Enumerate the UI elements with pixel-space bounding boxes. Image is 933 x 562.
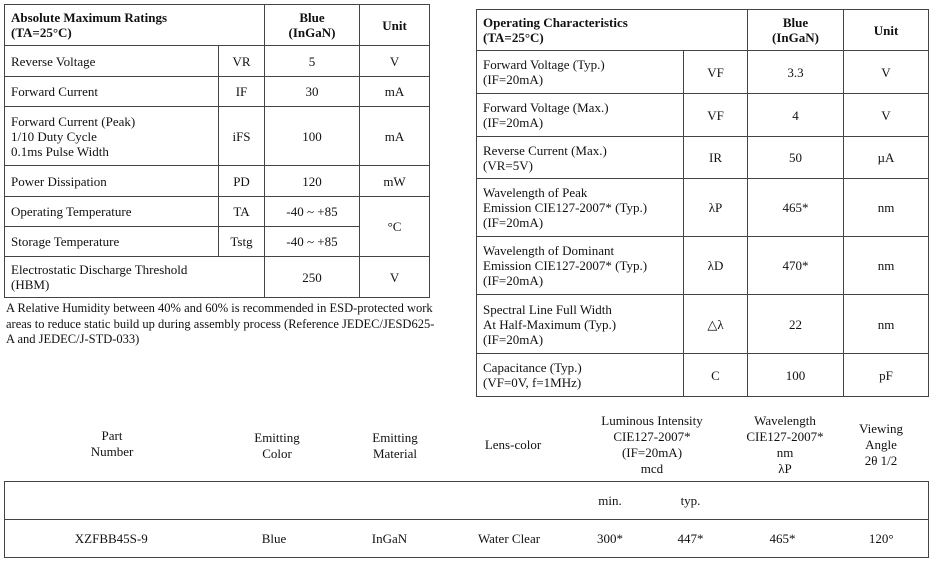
param-line: Wavelength of Dominant xyxy=(483,243,615,258)
symbol: PD xyxy=(219,166,265,197)
opc-condition: (TA=25°C) xyxy=(483,30,544,45)
table-row xyxy=(477,295,929,354)
param-line: Wavelength of Peak xyxy=(483,185,588,200)
table-row xyxy=(5,77,430,107)
param xyxy=(477,94,684,137)
param-line: Reverse Current (Max.) xyxy=(483,142,607,158)
unit: nm xyxy=(844,237,929,295)
table-row xyxy=(477,51,929,94)
header-line: Emitting xyxy=(254,430,300,445)
emitting-color-header xyxy=(237,430,317,462)
param-line: Emission CIE127-2007* (Typ.) xyxy=(483,258,648,273)
param-line: (IF=20mA) xyxy=(483,115,544,130)
value: 100 xyxy=(748,354,844,397)
symbol: Tstg xyxy=(219,227,265,257)
symbol: TA xyxy=(219,197,265,227)
opc-blue-header xyxy=(748,10,844,51)
param xyxy=(477,295,684,354)
symbol: VR xyxy=(219,46,265,77)
header-line: Material xyxy=(372,446,418,461)
wavelength-header xyxy=(735,413,835,477)
param-line: Emission CIE127-2007* (Typ.) xyxy=(483,200,648,215)
table-row xyxy=(5,257,430,298)
param-line: Spectral Line Full Width xyxy=(483,301,612,317)
param-line: Capacitance (Typ.) xyxy=(483,360,582,375)
viewing-angle-value: 120° xyxy=(835,520,929,558)
param-line: (HBM) xyxy=(11,277,50,292)
unit: V xyxy=(360,257,430,298)
symbol: IR xyxy=(684,137,748,179)
header-line: nm xyxy=(776,445,794,460)
value: 50 xyxy=(748,137,844,179)
header-line: mcd xyxy=(640,461,664,476)
value: -40 ~ +85 xyxy=(265,227,360,257)
table-row xyxy=(5,107,430,166)
opc-title-cell xyxy=(477,10,748,51)
value: 3.3 xyxy=(748,51,844,94)
header-line: Viewing xyxy=(859,421,903,436)
opc-unit-header: Unit xyxy=(844,10,929,51)
symbol: VF xyxy=(684,94,748,137)
amr-title-cell xyxy=(5,5,265,46)
param-line: (IF=20mA) xyxy=(483,273,544,288)
table-row xyxy=(477,137,929,179)
table-row xyxy=(477,237,929,295)
empty-cell xyxy=(5,482,218,520)
absolute-max-ratings-table xyxy=(4,4,430,298)
header-line: 2θ 1/2 xyxy=(864,453,898,468)
symbol: VF xyxy=(684,51,748,94)
table-row xyxy=(5,520,929,558)
value: 30 xyxy=(265,77,360,107)
value: 4 xyxy=(748,94,844,137)
part-ordering-table xyxy=(4,481,929,558)
header-line: (IF=20mA) xyxy=(621,445,683,460)
symbol: IF xyxy=(219,77,265,107)
table-row xyxy=(477,354,929,397)
table-row xyxy=(5,46,430,77)
header-line: Number xyxy=(90,444,134,459)
value: 120 xyxy=(265,166,360,197)
symbol: △λ xyxy=(684,295,748,354)
table-header-row xyxy=(477,10,929,51)
header-line: Color xyxy=(262,446,292,461)
param xyxy=(477,354,684,397)
table-row xyxy=(5,166,430,197)
unit: mW xyxy=(360,166,430,197)
lens-color: Water Clear xyxy=(449,520,570,558)
header-line: λP xyxy=(778,461,792,476)
unit: V xyxy=(844,94,929,137)
table-row xyxy=(477,94,929,137)
param-line: (IF=20mA) xyxy=(483,331,544,347)
operating-characteristics-table xyxy=(476,9,929,397)
header-line: CIE127-2007* xyxy=(613,429,691,444)
value: 5 xyxy=(265,46,360,77)
unit: mA xyxy=(360,77,430,107)
min-subheader: min. xyxy=(570,482,651,520)
opc-blue-header-l2: (InGaN) xyxy=(772,30,819,45)
emitting-color: Blue xyxy=(218,520,331,558)
param-line: 1/10 Duty Cycle xyxy=(11,128,97,144)
unit: V xyxy=(844,51,929,94)
unit: nm xyxy=(844,295,929,354)
opc-blue-header-l1: Blue xyxy=(782,15,809,30)
luminous-min: 300* xyxy=(570,520,651,558)
luminous-typ: 447* xyxy=(651,520,731,558)
amr-blue-header xyxy=(265,5,360,46)
table-header-row xyxy=(5,5,430,46)
value: 22 xyxy=(748,295,844,354)
part-number-header xyxy=(72,428,152,460)
value: -40 ~ +85 xyxy=(265,197,360,227)
param xyxy=(477,137,684,179)
header-line: Wavelength xyxy=(754,413,816,428)
table-row xyxy=(477,179,929,237)
value: 100 xyxy=(265,107,360,166)
typ-subheader: typ. xyxy=(651,482,731,520)
param: Reverse Voltage xyxy=(5,46,219,77)
sub-header-row xyxy=(5,482,929,520)
param-line: Forward Voltage (Typ.) xyxy=(483,57,605,72)
amr-title: Absolute Maximum Ratings xyxy=(11,10,168,25)
value: 465* xyxy=(748,179,844,237)
amr-blue-header-l1: Blue xyxy=(299,10,325,25)
empty-cell xyxy=(218,482,331,520)
esd-note: A Relative Humidity between 40% and 60% is recommended in ESD-protected work areas to reduce static build up during assembly process (Reference JEDEC/JESD625-A and JEDEC/J-STD-033) xyxy=(6,301,435,346)
param: Forward Current xyxy=(5,77,219,107)
amr-condition: (TA=25°C) xyxy=(11,25,72,40)
empty-cell xyxy=(731,482,835,520)
empty-cell xyxy=(331,482,449,520)
header-line: Part xyxy=(101,428,123,443)
param: Storage Temperature xyxy=(5,227,219,257)
param-line: (IF=20mA) xyxy=(483,215,544,230)
unit: °C xyxy=(360,197,430,257)
empty-cell xyxy=(835,482,929,520)
param xyxy=(477,179,684,237)
emitting-material-header xyxy=(350,430,440,462)
table-row xyxy=(5,197,430,227)
value: 250 xyxy=(265,257,360,298)
param xyxy=(477,51,684,94)
lens-color-header: Lens-color xyxy=(484,437,542,452)
param-line: Electrostatic Discharge Threshold xyxy=(11,262,188,277)
param xyxy=(5,107,219,166)
unit: mA xyxy=(360,107,430,166)
param xyxy=(5,257,265,298)
amr-unit-header: Unit xyxy=(360,5,430,46)
param-line: (IF=20mA) xyxy=(483,72,544,87)
unit: V xyxy=(360,46,430,77)
part-number: XZFBB45S-9 xyxy=(5,520,218,558)
param-line: (VF=0V, f=1MHz) xyxy=(483,375,582,390)
wavelength-value: 465* xyxy=(731,520,835,558)
header-line: CIE127-2007* xyxy=(746,429,824,444)
param xyxy=(477,237,684,295)
luminous-intensity-header xyxy=(582,413,722,477)
header-line: Emitting xyxy=(372,430,418,445)
param-line: 0.1ms Pulse Width xyxy=(11,143,109,159)
param: Operating Temperature xyxy=(5,197,219,227)
emitting-material: InGaN xyxy=(331,520,449,558)
symbol: iFS xyxy=(219,107,265,166)
param-line: (VR=5V) xyxy=(483,157,533,173)
opc-title: Operating Characteristics xyxy=(483,15,628,30)
amr-blue-header-l2: (InGaN) xyxy=(288,25,336,40)
param-line: Forward Current (Peak) xyxy=(11,113,136,129)
param-line: At Half-Maximum (Typ.) xyxy=(483,316,617,332)
unit: pF xyxy=(844,354,929,397)
viewing-angle-header xyxy=(846,421,916,469)
header-line: Angle xyxy=(865,437,897,452)
unit: µA xyxy=(844,137,929,179)
empty-cell xyxy=(449,482,570,520)
header-line: Luminous Intensity xyxy=(601,413,703,428)
param: Power Dissipation xyxy=(5,166,219,197)
value: 470* xyxy=(748,237,844,295)
symbol: λD xyxy=(684,237,748,295)
symbol: C xyxy=(684,354,748,397)
unit: nm xyxy=(844,179,929,237)
param-line: Forward Voltage (Max.) xyxy=(483,100,609,115)
symbol: λP xyxy=(684,179,748,237)
